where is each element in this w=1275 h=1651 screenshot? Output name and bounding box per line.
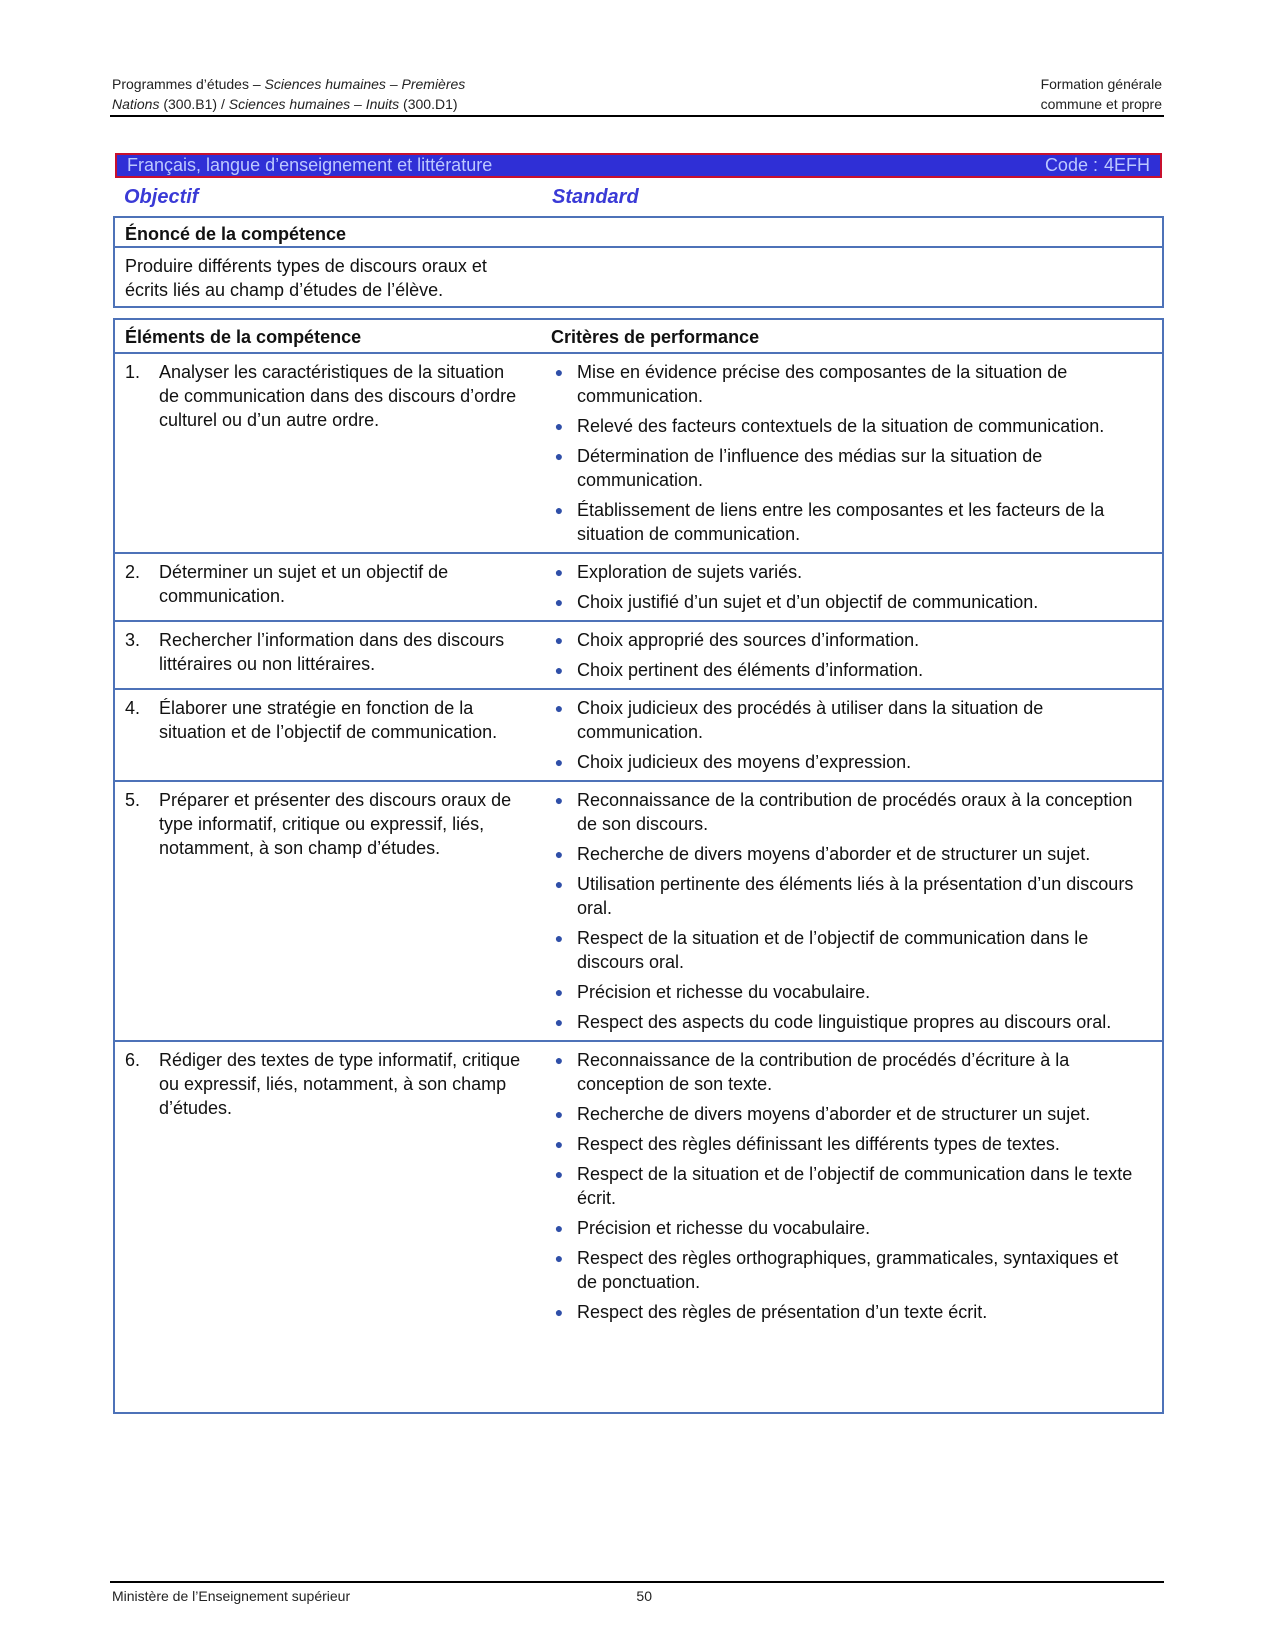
bullet-icon: ● xyxy=(554,876,564,892)
table-body xyxy=(115,354,1162,1330)
header-program-italic: Sciences humaines – Premières xyxy=(264,76,466,92)
list-item xyxy=(541,590,1152,614)
list-item xyxy=(541,498,1152,546)
criterion-text: Exploration de sujets variés. xyxy=(577,562,803,582)
element-text: Déterminer un sujet et un objectif de communication. xyxy=(159,562,449,606)
criterion-text: Recherche de divers moyens d’aborder et de structurer un sujet. xyxy=(577,844,1091,864)
bullet-icon: ● xyxy=(554,792,564,808)
criterion-text: Reconnaissance de la contribution de procédés d’écriture à la conception de son texte. xyxy=(577,1050,1070,1094)
list-item xyxy=(541,1162,1152,1210)
list-item xyxy=(541,658,1152,682)
list-item xyxy=(541,1102,1152,1126)
criterion-text: Utilisation pertinente des éléments liés à la présentation d’un discours oral. xyxy=(577,874,1134,918)
criteria-cell xyxy=(541,690,1162,780)
bullet-icon: ● xyxy=(554,448,564,464)
list-item xyxy=(541,696,1152,744)
footer-ministry: Ministère de l’Enseignement supérieur xyxy=(112,1588,351,1604)
criterion-text: Choix justifié d’un sujet et d’un objectif de communication. xyxy=(577,592,1039,612)
table-row xyxy=(115,782,1162,1042)
element-cell xyxy=(115,782,541,1040)
bullet-icon: ● xyxy=(554,1106,564,1122)
page-footer xyxy=(112,1588,652,1604)
bullet-icon: ● xyxy=(554,632,564,648)
criteria-cell xyxy=(541,782,1162,1040)
criteria-cell xyxy=(541,554,1162,620)
course-title-bar xyxy=(115,153,1162,178)
list-item xyxy=(541,926,1152,974)
competency-statement-heading: Énoncé de la compétence xyxy=(115,218,1162,248)
criterion-text: Respect de la situation et de l’objectif de communication dans le texte écrit. xyxy=(577,1164,1133,1208)
header-code-a: (300.B1) / xyxy=(159,96,229,112)
criterion-text: Respect des règles définissant les différents types de textes. xyxy=(577,1134,1060,1154)
bullet-icon: ● xyxy=(554,984,564,1000)
code-value: 4EFH xyxy=(1103,155,1150,175)
running-header-line-1 xyxy=(112,76,1162,92)
criterion-text: Établissement de liens entre les composantes et les facteurs de la situation de communication. xyxy=(577,500,1105,544)
criterion-text: Choix judicieux des moyens d’expression. xyxy=(577,752,912,772)
course-code xyxy=(1039,155,1150,176)
criterion-text: Relevé des facteurs contextuels de la situation de communication. xyxy=(577,416,1105,436)
element-number: 2. xyxy=(125,562,141,582)
list-item xyxy=(541,872,1152,920)
header-rule xyxy=(110,115,1164,117)
list-item xyxy=(541,788,1152,836)
header-code-b: (300.D1) xyxy=(399,96,458,112)
list-item xyxy=(541,444,1152,492)
criterion-text: Choix pertinent des éléments d’information. xyxy=(577,660,924,680)
bullet-icon: ● xyxy=(554,1250,564,1266)
competency-table xyxy=(113,318,1164,1414)
element-number: 3. xyxy=(125,630,141,650)
list-item xyxy=(541,1246,1152,1294)
criteria-cell xyxy=(541,622,1162,688)
bullet-icon: ● xyxy=(554,564,564,580)
list-item xyxy=(541,1048,1152,1096)
criterion-text: Respect des règles de présentation d’un texte écrit. xyxy=(577,1302,988,1322)
element-cell xyxy=(115,690,541,780)
bullet-icon: ● xyxy=(554,846,564,862)
criterion-text: Respect des règles orthographiques, grammaticales, syntaxiques et de ponctuation. xyxy=(577,1248,1119,1292)
bullet-icon: ● xyxy=(554,594,564,610)
bullet-icon: ● xyxy=(554,1014,564,1030)
element-number: 5. xyxy=(125,790,141,810)
header-formation: Formation générale xyxy=(1040,76,1162,92)
criterion-text: Respect des aspects du code linguistique propres au discours oral. xyxy=(577,1012,1112,1032)
criterion-text: Précision et richesse du vocabulaire. xyxy=(577,1218,871,1238)
element-cell xyxy=(115,554,541,620)
bullet-icon: ● xyxy=(554,364,564,380)
criterion-text: Détermination de l’influence des médias sur la situation de communication. xyxy=(577,446,1043,490)
bullet-icon: ● xyxy=(554,1220,564,1236)
course-title: Français, langue d’enseignement et littérature xyxy=(127,155,493,175)
element-text: Rédiger des textes de type informatif, critique ou expressif, liés, notamment, à son champ d’études. xyxy=(159,1050,521,1118)
table-row xyxy=(115,354,1162,554)
criteria-cell xyxy=(541,354,1162,552)
criterion-text: Choix judicieux des procédés à utiliser dans la situation de communication. xyxy=(577,698,1044,742)
competency-statement-box xyxy=(113,216,1164,308)
criterion-text: Respect de la situation et de l’objectif de communication dans le discours oral. xyxy=(577,928,1089,972)
element-number: 1. xyxy=(125,362,141,382)
header-program: Programmes d’études – xyxy=(112,76,265,92)
criterion-text: Mise en évidence précise des composantes de la situation de communication. xyxy=(577,362,1068,406)
col-criteria-header: Critères de performance xyxy=(551,327,760,347)
bullet-icon: ● xyxy=(554,662,564,678)
criterion-text: Choix approprié des sources d’information. xyxy=(577,630,920,650)
element-cell xyxy=(115,1042,541,1330)
element-cell xyxy=(115,622,541,688)
element-text: Analyser les caractéristiques de la situation de communication dans des discours d’ordre culturel ou d’un autre ordre. xyxy=(159,362,517,430)
bullet-icon: ● xyxy=(554,1304,564,1320)
list-item xyxy=(541,1300,1152,1324)
list-item xyxy=(541,1132,1152,1156)
list-item xyxy=(541,414,1152,438)
header-nations: Nations xyxy=(112,96,160,112)
bullet-icon: ● xyxy=(554,700,564,716)
criterion-text: Précision et richesse du vocabulaire. xyxy=(577,982,871,1002)
bullet-icon: ● xyxy=(554,502,564,518)
element-number: 4. xyxy=(125,698,141,718)
criterion-text: Recherche de divers moyens d’aborder et de structurer un sujet. xyxy=(577,1104,1091,1124)
bullet-icon: ● xyxy=(554,1136,564,1152)
list-item xyxy=(541,1010,1152,1034)
criteria-cell xyxy=(541,1042,1162,1330)
element-text: Élaborer une stratégie en fonction de la situation et de l’objectif de communication. xyxy=(159,698,498,742)
bullet-icon: ● xyxy=(554,754,564,770)
element-text: Préparer et présenter des discours oraux de type informatif, critique ou expressif, liés, notamment, à son champ d’études. xyxy=(159,790,512,858)
bullet-icon: ● xyxy=(554,930,564,946)
list-item xyxy=(541,560,1152,584)
list-item xyxy=(541,842,1152,866)
col-elements-header: Éléments de la compétence xyxy=(125,327,362,347)
table-header xyxy=(115,320,1162,354)
bullet-icon: ● xyxy=(554,1052,564,1068)
table-row xyxy=(115,622,1162,690)
table-row xyxy=(115,554,1162,622)
table-row xyxy=(115,690,1162,782)
list-item xyxy=(541,1216,1152,1240)
table-row xyxy=(115,1042,1162,1330)
header-inuits: Sciences humaines – Inuits xyxy=(228,96,400,112)
footer-rule xyxy=(110,1581,1164,1583)
standard-label: Standard xyxy=(552,186,639,208)
objective-label: Objectif xyxy=(124,186,199,208)
page-number: 50 xyxy=(636,1588,652,1604)
list-item xyxy=(541,628,1152,652)
running-header-line-2 xyxy=(112,96,1162,112)
code-label: Code : xyxy=(1044,155,1098,175)
element-number: 6. xyxy=(125,1050,141,1070)
list-item xyxy=(541,360,1152,408)
bullet-icon: ● xyxy=(554,1166,564,1182)
competency-statement-text: Produire différents types de discours oraux et écrits liés au champ d’études de l’élève. xyxy=(125,256,487,300)
list-item xyxy=(541,980,1152,1004)
criterion-text: Reconnaissance de la contribution de procédés oraux à la conception de son discours. xyxy=(577,790,1133,834)
element-text: Rechercher l’information dans des discours littéraires ou non littéraires. xyxy=(159,630,505,674)
element-cell xyxy=(115,354,541,552)
list-item xyxy=(541,750,1152,774)
bullet-icon: ● xyxy=(554,418,564,434)
header-commune: commune et propre xyxy=(1040,96,1162,112)
